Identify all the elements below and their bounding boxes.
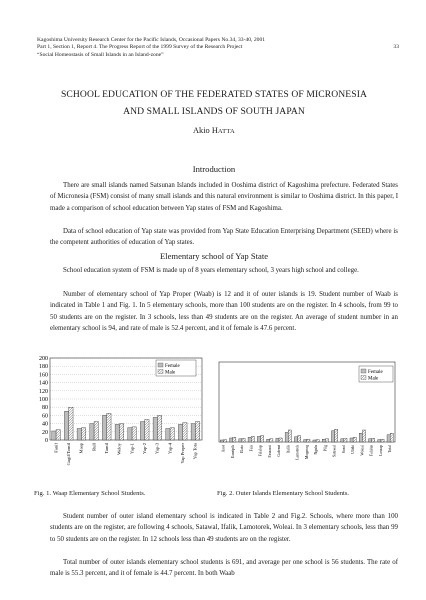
x-tick-label: Yap Proper — [180, 443, 186, 464]
bar-male — [242, 438, 245, 442]
y-tick-label: 160 — [39, 372, 48, 379]
y-tick-label: 120 — [39, 388, 48, 395]
x-tick-label: Rull — [91, 443, 97, 451]
x-tick-label: Fanif — [53, 443, 59, 453]
x-tick-label: Piig — [323, 445, 328, 452]
bar-female — [178, 424, 182, 440]
bar-female — [77, 429, 81, 440]
legend-label: Male — [165, 370, 176, 376]
x-tick-label: Total — [388, 445, 393, 453]
bar-male — [119, 424, 123, 440]
x-tick-label: Asor — [221, 445, 226, 453]
bar-female — [304, 440, 307, 442]
bar-male — [288, 430, 291, 442]
y-tick-label: 60 — [42, 413, 48, 420]
bar-male — [362, 430, 365, 442]
legend-label: Female — [165, 363, 180, 369]
x-tick-label: Ifalik — [286, 445, 291, 454]
bar-male — [390, 433, 393, 442]
page-number: 33 — [393, 44, 399, 51]
bar-male — [298, 436, 301, 442]
x-tick-label: Ngulu — [314, 445, 319, 455]
bar-male — [157, 415, 161, 440]
bar-female — [220, 440, 223, 442]
figure-1-caption: Fig. 1. Waap Elementary School Students. — [34, 490, 146, 497]
intro-paragraph-2: Data of school education of Yap state was provided from Yap State Education Enterprising Department (SEED) where is the competent authorities of education of Yap states. — [50, 228, 398, 247]
bar-male — [316, 440, 319, 442]
y-tick-label: 40 — [42, 421, 48, 428]
bar-female — [387, 435, 390, 442]
figure-2-x-labels — [222, 444, 393, 460]
bar-male — [170, 428, 174, 440]
bar-male — [107, 413, 111, 440]
figure-2-legend — [359, 366, 393, 382]
bar-male — [81, 428, 85, 440]
bar-female — [350, 438, 353, 442]
bar-female — [64, 411, 68, 440]
bar-female — [267, 439, 270, 442]
x-tick-label: Satawal — [332, 445, 337, 458]
y-tick-label: 100 — [39, 397, 48, 403]
bar-male — [307, 439, 310, 442]
y-tick-label: 80 — [42, 405, 48, 412]
bar-female — [239, 439, 242, 442]
x-tick-label: Gagil/Tomil — [66, 443, 72, 466]
title-line-1: SCHOOL EDUCATION OF THE FEDERATED STATES OF MICRONESIA — [60, 89, 368, 100]
x-tick-label: Mogmog — [304, 445, 309, 459]
figure-1-x-labels — [53, 442, 197, 465]
bar-female — [276, 438, 279, 442]
figure-2-chart — [213, 352, 403, 482]
x-tick-label: Yap-3 — [154, 443, 160, 455]
x-tick-label: Yap-2 — [142, 443, 148, 455]
x-tick-label: Maap — [78, 443, 84, 454]
author-name — [30, 126, 398, 135]
bar-male — [344, 438, 347, 442]
header-line-1: Kagoshima University Research Center for the Pacific Islands, Occasional Papers No.34, 33-40, 2001 — [37, 37, 266, 43]
legend-swatch — [158, 363, 163, 367]
outer-paragraph-2: Total number of outer islands elementary school students is 691, and average per one school is 56 students. The rate of male is 55.3 percent, and it of female is 44.7 percent. In both Waab — [50, 559, 398, 578]
x-tick-label: Yap-4 — [167, 443, 173, 455]
bar-female — [331, 431, 334, 442]
bar-male — [223, 440, 226, 442]
bar-female — [191, 424, 195, 440]
bar-female — [359, 433, 362, 442]
figure-1-legend — [156, 360, 196, 376]
bar-female — [257, 436, 260, 442]
bar-male — [270, 439, 273, 442]
figure-2-caption: Fig. 2. Outer Islands Elementary School Students. — [217, 490, 350, 497]
bar-male — [69, 407, 73, 440]
bar-male — [279, 438, 282, 442]
legend-swatch — [158, 370, 163, 374]
figure-1-chart — [28, 352, 208, 482]
bar-male — [183, 423, 187, 440]
header-line-2: Part 1, Section 1, Report 4. The Progress Report of the 1999 Survey of the Research Project — [37, 44, 243, 51]
bar-female — [52, 431, 56, 440]
bar-female — [369, 439, 372, 442]
x-tick-label: Ulithi — [351, 445, 356, 454]
author-first: Akio — [192, 126, 212, 135]
bar-female — [140, 422, 144, 440]
paper-title — [30, 86, 398, 120]
intro-paragraph-1: There are small islands named Satsunan Islands included in Ooshima district of Kagoshima prefecture. Federated States of Micronesia (FSM) consist of many small islands and this natural environment is similar to Ooshima district. In this paper, I made a comparison of school education between Yap states of FSM and Kagoshima. — [50, 182, 398, 212]
bar-female — [230, 438, 233, 442]
bar-female — [128, 428, 132, 440]
bar-male — [145, 420, 149, 441]
bar-male — [325, 439, 328, 442]
y-tick-label: 20 — [42, 429, 48, 436]
author-last-rest: ATTA — [217, 128, 236, 135]
bar-female — [341, 439, 344, 442]
author-last-initial: H — [211, 126, 218, 135]
bar-male — [56, 430, 60, 440]
outer-paragraph-1: Student number of outer island elementary school is indicated in Table 2 and Fig.2. Schools, where more than 100 students are on the register, are following 4 schools, Satawal, Ifalik, Lamotorek, Woleai. In 3 elementary schools, less than 99 to 50 students are on the register. In 12 schools less than 49 students are on the register. — [50, 513, 398, 543]
bar-female — [153, 417, 157, 440]
x-tick-label: Fassarai — [267, 445, 272, 458]
bar-male — [260, 436, 263, 442]
bar-female — [294, 437, 297, 442]
yap-heading: Elementary school of Yap State — [159, 251, 269, 261]
bar-female — [90, 424, 94, 440]
bar-male — [353, 437, 356, 442]
yap-paragraph-2: Number of elementary school of Yap Proper (Waab) is 12 and it of outer islands is 19. Student number of Waab is indicated in Table 1 and Fig. 1. In 5 elementary schools, more than 100 students are on the register. In 4 schools, from 99 to 50 students are on the register. In 3 schools, less than 49 students are on the register. An average of student number in an elementary school is 94, and rate of male is 52.4 percent, and it of female is 47.6 percent. — [50, 291, 398, 333]
y-tick-label: 180 — [39, 364, 48, 371]
bar-male — [335, 429, 338, 442]
bar-male — [195, 422, 199, 440]
title-line-2: AND SMALL ISLANDS OF SOUTH JAPAN — [123, 106, 305, 117]
bar-male — [94, 422, 98, 440]
bar-female — [248, 437, 251, 442]
bar-female — [313, 440, 316, 442]
x-tick-label: Gaferut — [277, 445, 282, 457]
yap-paragraph-1: School education system of FSM is made up of 8 years elementary school, 3 years high school and college. — [63, 267, 359, 274]
header-line-3: “Social Homeostasis of Small Islands in an Island-zone” — [37, 51, 164, 58]
bar-male — [251, 436, 254, 442]
x-tick-label: Yap-1 — [129, 443, 135, 455]
x-tick-label: Woleai — [360, 445, 365, 456]
x-tick-label: Falalop — [258, 445, 263, 457]
legend-swatch — [361, 369, 366, 373]
x-tick-label: Fais — [249, 445, 254, 452]
x-tick-label: Weloy — [116, 443, 122, 455]
x-tick-label: Sorol — [341, 445, 346, 454]
intro-heading: Introduction — [192, 164, 236, 174]
bar-female — [102, 415, 106, 440]
y-tick-label: 0 — [45, 438, 48, 444]
y-tick-label: 200 — [39, 356, 48, 362]
x-tick-label: Elato — [240, 445, 245, 454]
bar-male — [372, 438, 375, 442]
legend-swatch — [361, 376, 366, 380]
x-tick-label: Tamil — [104, 443, 110, 454]
x-tick-label: Eauripik — [230, 445, 235, 459]
x-tick-label: Falalus — [369, 445, 374, 456]
bar-female — [285, 432, 288, 442]
legend-label: Male — [368, 376, 379, 382]
bar-female — [115, 424, 119, 440]
bar-male — [132, 427, 136, 440]
bar-female — [378, 440, 381, 442]
x-tick-label: Yap Tota — [192, 443, 198, 460]
x-tick-label: Lamotrek — [295, 445, 300, 460]
bar-female — [166, 429, 170, 440]
running-header — [37, 37, 399, 59]
bar-male — [233, 437, 236, 442]
bar-female — [322, 439, 325, 442]
x-tick-label: Lossap — [378, 445, 383, 456]
bar-male — [381, 439, 384, 442]
y-tick-label: 140 — [39, 380, 48, 387]
legend-label: Female — [368, 369, 383, 375]
